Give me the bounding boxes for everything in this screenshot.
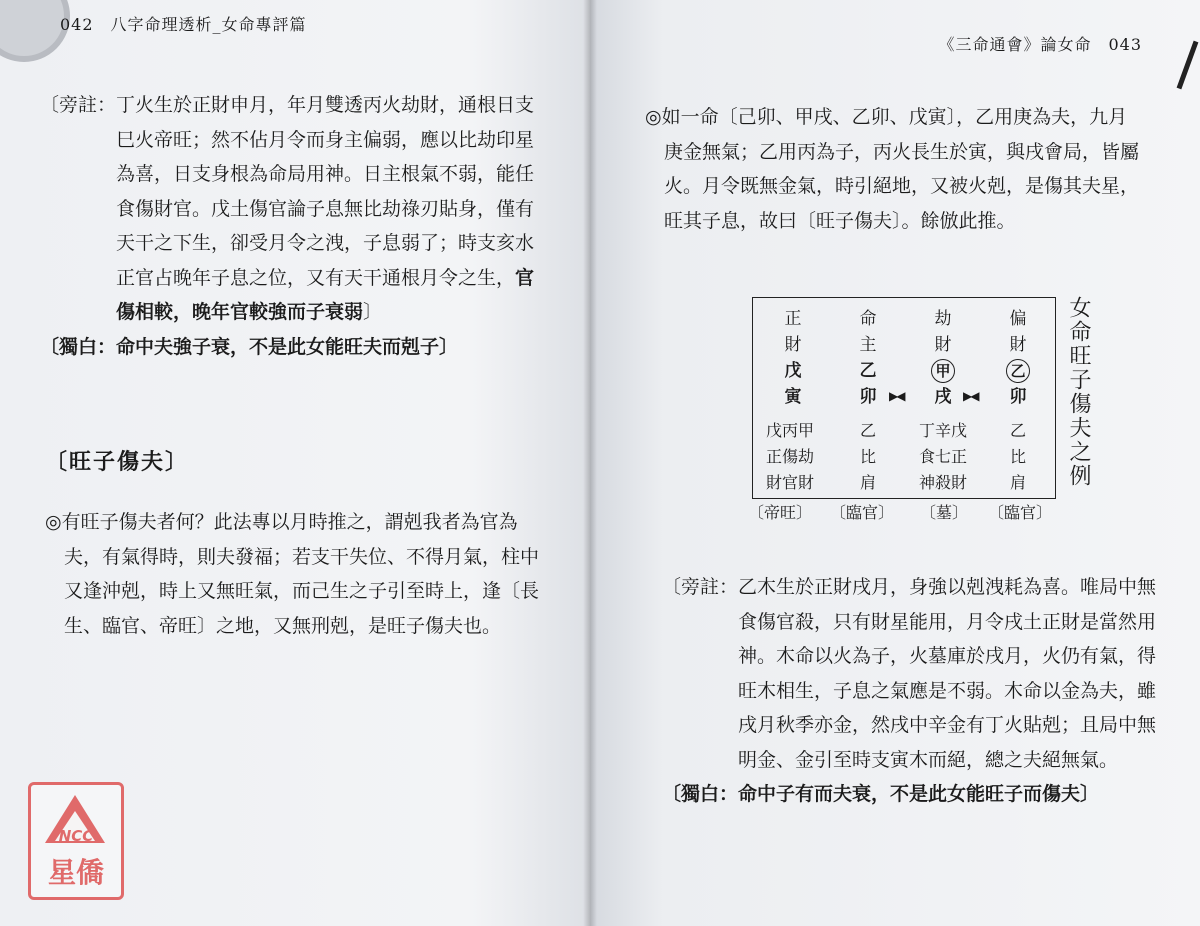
hidden-stems: 乙: [1009, 421, 1026, 440]
left-note-line: 天干之下生，卻受月令之洩，子息弱了；時支亥水: [40, 232, 535, 254]
bazi-chart: 正 財 戊 寅 命 主 乙 卯 劫 財 甲 戌 偏 財 乙 卯 ▶◀ ▶◀ 戊丙甲 正傷劫 財官財 乙 比 肩 丁辛戊 食七正 神殺財 乙 比 肩: [752, 297, 1056, 499]
connector-icon: ▶◀: [889, 389, 904, 403]
ncc-logo: [28, 782, 124, 900]
right-monologue: 〔獨白：命中子有而夫衰，不是此女能旺子而傷夫〕: [662, 783, 1100, 805]
book-gutter: [583, 0, 597, 926]
right-note-line: 戌月秋季亦金，然戌中辛金有丁火貼剋；且局中無: [662, 714, 1157, 736]
left-note-line: 正官占晚年子息之位，又有天干通根月令之生，官: [40, 266, 535, 289]
pillar-label: 〔臨官〕: [988, 503, 1053, 522]
section-line: 夫，有氣得時，則夫發福；若支干失位、不得月氣，柱中: [45, 545, 540, 568]
left-note-bold: 官: [515, 266, 535, 289]
hidden-stems: 戊丙甲: [765, 421, 814, 440]
chart-title: 女命旺子傷夫之例: [1066, 296, 1091, 488]
circled-stem: 甲: [931, 359, 955, 383]
chart-column-day: 命 主 乙 卯: [859, 309, 877, 407]
left-page: [0, 0, 590, 926]
chart-column-month: 劫 財 甲 戌: [913, 306, 973, 410]
right-page-header: 《三命通會》論女命 043: [938, 35, 1142, 54]
chart-column-hour: 正 財 戊 寅: [784, 309, 802, 407]
section-line: 又逢沖剋，時上又無旺氣，而己生之子引至時上，逢〔長: [45, 580, 540, 602]
logo-name: 星僑: [47, 856, 104, 889]
left-note-bold: 傷相較，晚年官較強而子衰弱: [116, 301, 364, 323]
logo-abbr: NCC: [58, 827, 94, 845]
intro-line: 庚金無氣；乙用丙為子，丙火長生於寅，與戌會局，皆屬: [645, 140, 1140, 163]
pen-icon: [1177, 41, 1199, 90]
right-note-line: 神。木命以火為子，火墓庫於戌月，火仍有氣，得: [662, 645, 1157, 667]
chart-column-year: 偏 財 乙 卯: [988, 306, 1048, 410]
left-note-line: 〔旁註：丁火生於正財申月，年月雙透丙火劫財，通根日支: [40, 94, 535, 116]
left-section-text: [45, 505, 575, 643]
section-line: ◎有旺子傷夫者何？此法專以月時推之，謂剋我者為官為: [45, 511, 518, 533]
hidden-stems: 丁辛戊: [918, 421, 967, 440]
right-note-line: 旺木相生，子息之氣應是不弱。木命以金為夫，雖: [662, 679, 1157, 702]
left-note-line: 為喜，日支身根為命局用神。日主根氣不弱，能任: [40, 163, 535, 185]
connector-icon: ▶◀: [963, 389, 978, 403]
section-line: 生、臨官、帝旺〕之地，又無刑剋，是旺子傷夫也。: [45, 614, 502, 637]
hidden-stems: 乙: [859, 421, 876, 440]
left-page-header: 042 八字命理透析_女命專評篇: [60, 15, 307, 34]
section-heading: 〔旺子傷夫〕: [45, 450, 190, 475]
left-note-line: 食傷財官。戊土傷官論子息無比劫祿刃貼身，僅有: [40, 197, 535, 220]
right-intro-block: [645, 100, 1185, 238]
left-note-line: 傷相較，晚年官較強而子衰弱〕: [116, 301, 383, 323]
intro-line: 旺其子息，故曰〔旺子傷夫〕。餘倣此推。: [645, 209, 1016, 232]
right-note-line: 食傷官殺，只有財星能用，月令戌土正財是當然用: [662, 610, 1157, 633]
pillar-label: 〔帝旺〕: [748, 503, 813, 522]
right-page: [590, 0, 1200, 926]
right-note-line: 明金、金引至時支寅木而絕，總之夫絕無氣。: [662, 748, 1119, 771]
intro-line: ◎如一命〔己卯、甲戌、乙卯、戊寅〕，乙用庚為夫，九月: [645, 106, 1128, 128]
left-note-block: [40, 88, 570, 364]
right-note-block: [662, 570, 1192, 812]
intro-line: 火。月令既無金氣，時引絕地，又被火剋，是傷其夫星，: [645, 175, 1140, 197]
right-note-line: 〔旁註：乙木生於正財戌月，身強以剋洩耗為喜。唯局中無: [662, 576, 1157, 598]
pillar-label: 〔臨官〕: [830, 503, 895, 522]
pillar-label: 〔墓〕: [920, 503, 969, 522]
left-monologue: 〔獨白：命中夫強子衰，不是此女能旺夫而剋子〕: [40, 335, 459, 358]
circled-stem: 乙: [1006, 359, 1030, 383]
left-note-line: 巳火帝旺；然不佔月令而身主偏弱，應以比劫印星: [40, 128, 535, 151]
